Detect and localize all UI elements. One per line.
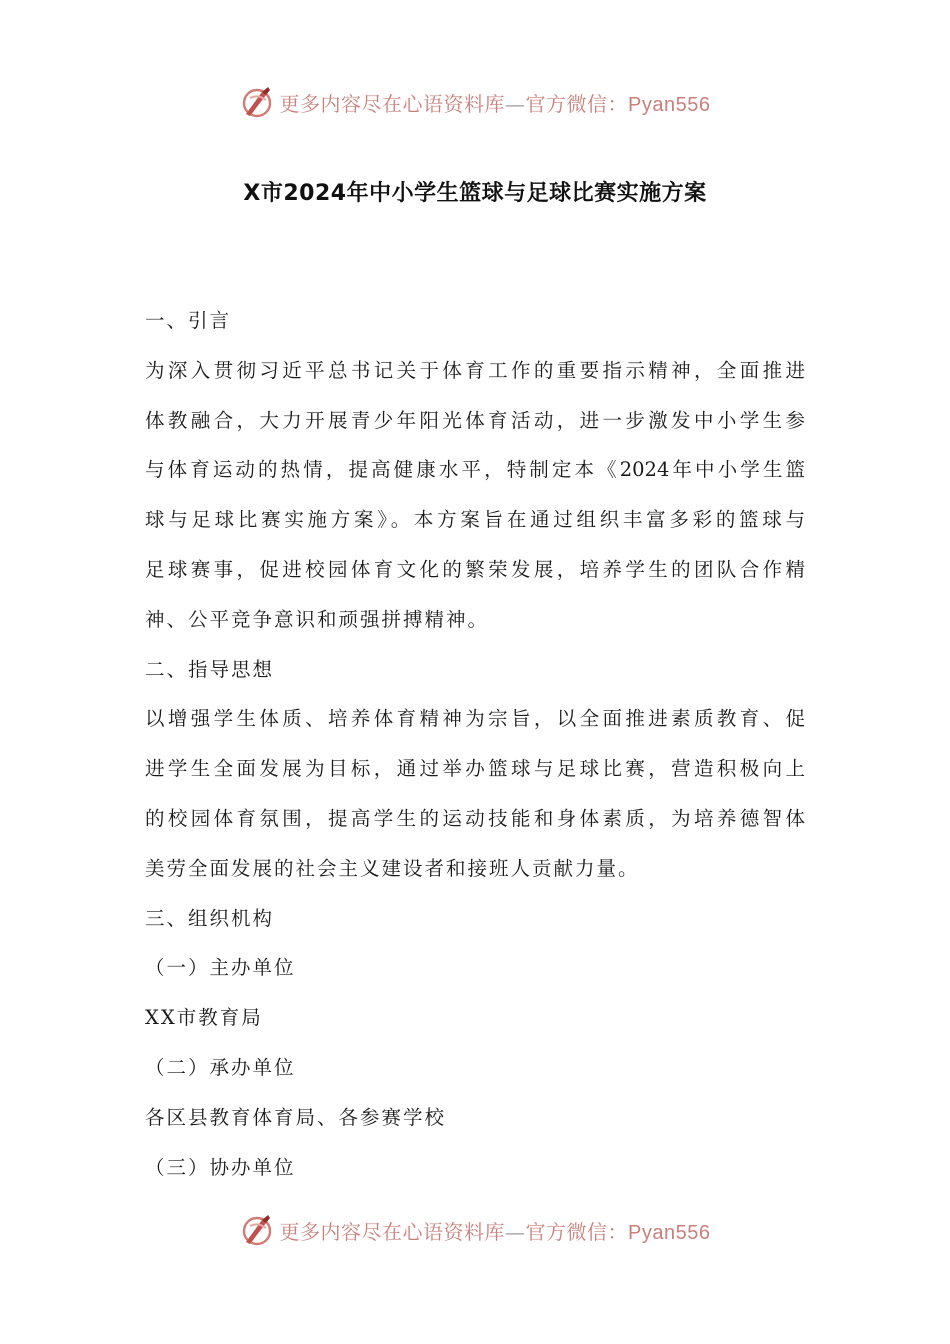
document-title: X市2024年中小学生篮球与足球比赛实施方案: [243, 181, 707, 206]
paragraph-line: 足球赛事，促进校园体育文化的繁荣发展，培养学生的团队合作精: [145, 557, 805, 581]
pen-swirl-logo-icon: [240, 84, 276, 120]
watermark-contact-label: 官方微信：: [525, 1219, 629, 1244]
watermark-separator: —: [505, 91, 526, 116]
watermark-footer: [0, 1210, 950, 1250]
paragraph-line: 美劳全面发展的社会主义建设者和接班人贡献力量。: [145, 856, 640, 880]
paragraph-line: 各区县教育体育局、各参赛学校: [145, 1105, 447, 1129]
paragraph-line: 神、公平竞争意识和顽强拼搏精神。: [145, 607, 490, 631]
paragraph-line: 体教融合，大力开展青少年阳光体育活动，进一步激发中小学生参: [145, 408, 805, 432]
pen-swirl-logo-icon: [240, 1212, 276, 1248]
document-body: [145, 296, 805, 1192]
watermark-contact-label: 官方微信：: [525, 91, 629, 116]
watermark-contact-id: Pyan556: [628, 93, 711, 116]
paragraph-line: XX市教育局: [145, 1006, 263, 1030]
paragraph-line: 球与足球比赛实施方案》。本方案旨在通过组织丰富多彩的篮球与: [145, 508, 805, 532]
paragraph-line: 的校园体育氛围，提高学生的运动技能和身体素质，为培养德智体: [145, 806, 805, 830]
subsection-heading: （二）承办单位: [145, 1055, 296, 1079]
section-heading: 二、指导思想: [145, 657, 275, 681]
watermark-header: [0, 82, 950, 122]
subsection-heading: （一）主办单位: [145, 956, 296, 980]
paragraph-line: 为深入贯彻习近平总书记关于体育工作的重要指示精神，全面推进: [145, 358, 805, 382]
section-heading: 一、引言: [145, 309, 232, 332]
watermark-contact-id: Pyan556: [628, 1221, 711, 1244]
watermark-text: 更多内容尽在心语资料库: [279, 91, 506, 116]
paragraph-line: 进学生全面发展为目标，通过举办篮球与足球比赛，营造积极向上: [145, 757, 805, 781]
paragraph-line: 以增强学生体质、培养体育精神为宗旨，以全面推进素质教育、促: [145, 707, 805, 731]
subsection-heading: （三）协办单位: [145, 1155, 296, 1179]
watermark-text: 更多内容尽在心语资料库: [279, 1219, 506, 1244]
section-heading: 三、组织机构: [145, 906, 275, 930]
watermark-separator: —: [505, 1219, 526, 1244]
paragraph-line: 与体育运动的热情，提高健康水平，特制定本《2024年中小学生篮: [145, 458, 805, 482]
